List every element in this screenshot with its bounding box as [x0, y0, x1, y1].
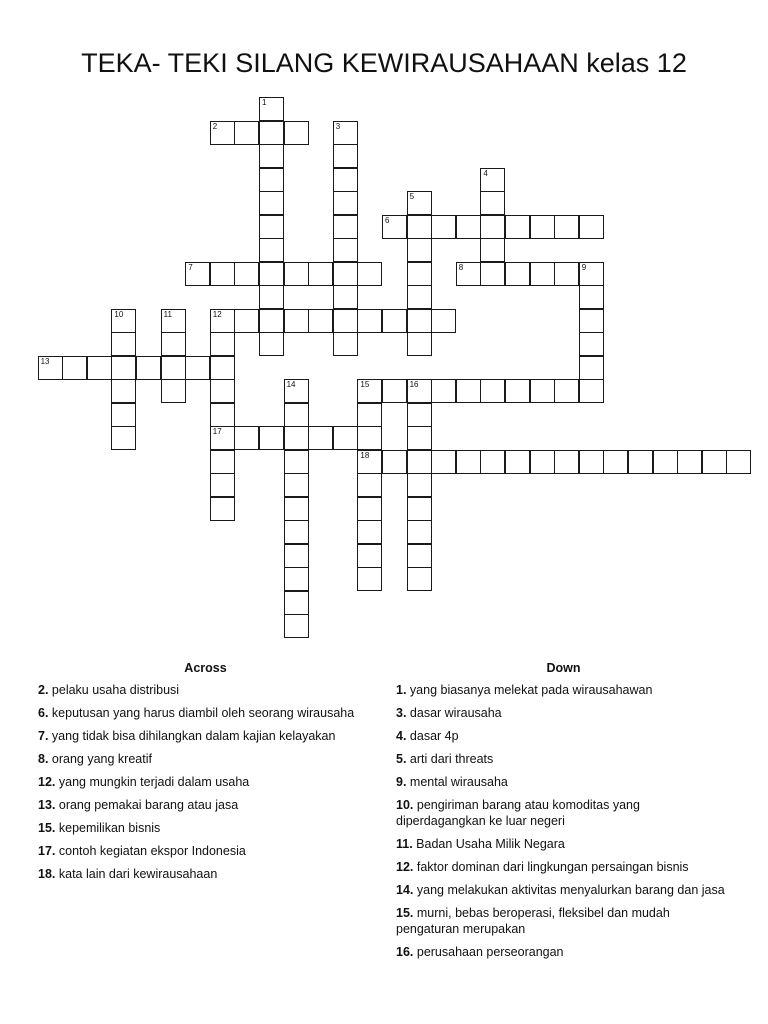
clue-item: [396, 905, 731, 937]
clue-item-number: 14.: [396, 883, 414, 897]
grid-cell[interactable]: [357, 473, 382, 497]
grid-cell[interactable]: [333, 168, 358, 192]
clue-item-text: Badan Usaha Milik Negara: [412, 837, 565, 851]
clue-item-number: 15.: [38, 821, 56, 835]
clue-item-text: yang melakukan aktivitas menyalurkan barang dan jasa: [413, 883, 725, 897]
grid-cell[interactable]: [161, 332, 186, 356]
clue-item: [396, 836, 731, 852]
clue-item: [38, 820, 373, 836]
grid-cell[interactable]: [259, 121, 284, 145]
grid-cell[interactable]: [431, 309, 456, 333]
grid-cell[interactable]: [210, 473, 235, 497]
grid-cell[interactable]: [579, 356, 604, 380]
across-heading: Across: [184, 661, 227, 675]
grid-cell[interactable]: [407, 497, 432, 521]
clue-item-number: 7.: [38, 729, 49, 743]
grid-cell[interactable]: [111, 379, 136, 403]
grid-cell[interactable]: [284, 403, 309, 427]
clue-item-text: dasar 4p: [406, 729, 459, 743]
grid-cell[interactable]: [579, 379, 604, 403]
grid-cell[interactable]: [579, 215, 604, 239]
grid-cell[interactable]: [456, 262, 481, 286]
clue-item-text: arti dari threats: [406, 752, 494, 766]
grid-cell[interactable]: [431, 450, 456, 474]
clue-item: [396, 728, 731, 744]
grid-cell[interactable]: [480, 191, 505, 215]
grid-cell[interactable]: [234, 262, 259, 286]
clue-item-number: 2.: [38, 683, 49, 697]
clue-item-text: murni, bebas beroperasi, fleksibel dan mudah pengaturan merupakan: [396, 906, 670, 936]
grid-cell[interactable]: [505, 379, 530, 403]
grid-cell[interactable]: [530, 379, 555, 403]
grid-cell[interactable]: [259, 168, 284, 192]
grid-cell[interactable]: [259, 144, 284, 168]
clue-item-number: 3.: [396, 706, 407, 720]
grid-cell[interactable]: [431, 215, 456, 239]
grid-cell[interactable]: [136, 356, 161, 380]
clue-item-number: 12.: [38, 775, 56, 789]
clue-item: [396, 705, 731, 721]
clue-number: 15: [360, 380, 370, 389]
grid-cell[interactable]: [259, 332, 284, 356]
clue-number: 2: [212, 121, 218, 131]
grid-cell[interactable]: [210, 332, 235, 356]
grid-cell[interactable]: [38, 356, 63, 380]
grid-cell[interactable]: [357, 426, 382, 450]
grid-cell[interactable]: [284, 614, 309, 638]
grid-cell[interactable]: [407, 520, 432, 544]
grid-cell[interactable]: [259, 285, 284, 309]
clue-item-text: orang yang kreatif: [48, 752, 152, 766]
grid-cell[interactable]: [357, 309, 382, 333]
grid-cell[interactable]: [480, 215, 505, 239]
grid-cell[interactable]: [407, 215, 432, 239]
grid-cell[interactable]: [259, 215, 284, 239]
grid-cell[interactable]: [333, 238, 358, 262]
clue-item: [396, 859, 731, 875]
grid-cell[interactable]: [333, 144, 358, 168]
clue-item: [396, 797, 731, 829]
clue-item-number: 17.: [38, 844, 56, 858]
grid-cell[interactable]: [185, 262, 210, 286]
grid-cell[interactable]: [554, 215, 579, 239]
grid-cell[interactable]: [579, 285, 604, 309]
grid-cell[interactable]: [333, 191, 358, 215]
grid-cell[interactable]: [259, 191, 284, 215]
clue-item-text: pelaku usaha distribusi: [48, 683, 180, 697]
clue-item: [38, 797, 373, 813]
grid-cell[interactable]: [726, 450, 751, 474]
grid-cell[interactable]: [111, 356, 136, 380]
grid-cell[interactable]: [161, 309, 186, 333]
clue-item-number: 1.: [396, 683, 407, 697]
grid-cell[interactable]: [357, 497, 382, 521]
grid-cell[interactable]: [480, 262, 505, 286]
grid-cell[interactable]: [407, 450, 432, 474]
clue-item-number: 4.: [396, 729, 407, 743]
grid-cell[interactable]: [407, 473, 432, 497]
clue-number: 12: [212, 309, 222, 319]
grid-cell[interactable]: [480, 238, 505, 262]
clue-item-number: 9.: [396, 775, 407, 789]
grid-cell[interactable]: [579, 450, 604, 474]
grid-cell[interactable]: [480, 450, 505, 474]
clue-number: 1: [262, 98, 267, 107]
page-title: TEKA- TEKI SILANG KEWIRAUSAHAAN kelas 12: [81, 48, 687, 79]
clue-item-number: 5.: [396, 752, 407, 766]
clue-number: 7: [188, 262, 193, 272]
clue-number: 4: [483, 168, 488, 178]
grid-cell[interactable]: [284, 450, 309, 474]
clue-item-number: 15.: [396, 906, 414, 920]
clue-item: [38, 705, 373, 721]
grid-cell[interactable]: [284, 262, 309, 286]
grid-cell[interactable]: [333, 285, 358, 309]
grid-cell[interactable]: [284, 379, 309, 403]
grid-cell[interactable]: [333, 309, 358, 333]
grid-cell[interactable]: [480, 168, 505, 192]
across-clues: [38, 660, 373, 889]
grid-cell[interactable]: [308, 426, 333, 450]
clue-item: [38, 774, 373, 790]
grid-cell[interactable]: [677, 450, 702, 474]
grid-cell[interactable]: [431, 379, 456, 403]
clue-item-number: 11.: [396, 837, 413, 851]
clue-item-text: yang biasanya melekat pada wirausahawan: [406, 683, 653, 697]
grid-cell[interactable]: [407, 544, 432, 568]
grid-cell[interactable]: [456, 450, 481, 474]
grid-cell[interactable]: [382, 379, 407, 403]
grid-cell[interactable]: [554, 379, 579, 403]
grid-cell[interactable]: [62, 356, 87, 380]
clue-number: 8: [458, 262, 464, 272]
grid-cell[interactable]: [505, 262, 530, 286]
grid-cell[interactable]: [407, 332, 432, 356]
grid-cell[interactable]: [357, 403, 382, 427]
grid-cell[interactable]: [111, 426, 136, 450]
clue-number: 9: [581, 262, 587, 272]
grid-cell[interactable]: [653, 450, 678, 474]
grid-cell[interactable]: [530, 215, 555, 239]
grid-cell[interactable]: [284, 426, 309, 450]
grid-cell[interactable]: [333, 215, 358, 239]
grid-cell[interactable]: [284, 520, 309, 544]
clue-number: 6: [385, 215, 390, 225]
clue-item-number: 6.: [38, 706, 49, 720]
clue-number: 17: [212, 427, 222, 436]
clue-item: [38, 866, 373, 882]
grid-cell[interactable]: [603, 450, 628, 474]
clue-item-number: 12.: [396, 860, 414, 874]
grid-cell[interactable]: [259, 97, 284, 121]
grid-cell[interactable]: [554, 450, 579, 474]
grid-cell[interactable]: [210, 497, 235, 521]
clue-item-number: 8.: [38, 752, 49, 766]
grid-cell[interactable]: [87, 356, 112, 380]
grid-cell[interactable]: [382, 215, 407, 239]
clue-item: [396, 751, 731, 767]
grid-cell[interactable]: [111, 309, 136, 333]
grid-cell[interactable]: [333, 121, 358, 145]
grid-cell[interactable]: [259, 262, 284, 286]
clue-item-number: 16.: [396, 945, 414, 959]
grid-cell[interactable]: [407, 285, 432, 309]
clue-item: [38, 843, 373, 859]
clue-number: 5: [409, 192, 415, 201]
grid-cell[interactable]: [554, 262, 579, 286]
clue-item: [396, 944, 731, 960]
grid-cell[interactable]: [357, 262, 382, 286]
clue-number: 18: [360, 450, 370, 460]
clue-item: [396, 882, 731, 898]
clue-number: 10: [114, 309, 124, 319]
clue-item-text: contoh kegiatan ekspor Indonesia: [55, 844, 246, 858]
clue-item-text: faktor dominan dari lingkungan persaingan bisnis: [413, 860, 689, 874]
grid-cell[interactable]: [333, 426, 358, 450]
grid-cell[interactable]: [530, 262, 555, 286]
clue-item: [38, 682, 373, 698]
grid-cell[interactable]: [480, 379, 505, 403]
grid-cell[interactable]: [530, 450, 555, 474]
grid-cell[interactable]: [210, 379, 235, 403]
down-heading: Down: [546, 661, 581, 675]
clue-item: [396, 774, 731, 790]
grid-cell[interactable]: [579, 309, 604, 333]
grid-cell[interactable]: [210, 403, 235, 427]
clue-item-text: dasar wirausaha: [406, 706, 502, 720]
down-clues: [396, 660, 731, 967]
grid-cell[interactable]: [407, 379, 432, 403]
grid-cell[interactable]: [382, 450, 407, 474]
grid-cell[interactable]: [407, 191, 432, 215]
grid-cell[interactable]: [333, 262, 358, 286]
grid-cell[interactable]: [234, 426, 259, 450]
grid-cell[interactable]: [456, 215, 481, 239]
grid-cell[interactable]: [284, 121, 309, 145]
grid-cell[interactable]: [210, 309, 235, 333]
grid-cell[interactable]: [407, 426, 432, 450]
grid-cell[interactable]: [505, 450, 530, 474]
grid-cell[interactable]: [284, 544, 309, 568]
clue-item-text: perusahaan perseorangan: [413, 945, 564, 959]
grid-cell[interactable]: [579, 332, 604, 356]
grid-cell[interactable]: [161, 356, 186, 380]
grid-cell[interactable]: [357, 567, 382, 591]
grid-cell[interactable]: [284, 591, 309, 615]
grid-cell[interactable]: [357, 450, 382, 474]
grid-cell[interactable]: [161, 379, 186, 403]
grid-cell[interactable]: [210, 426, 235, 450]
grid-cell[interactable]: [259, 309, 284, 333]
grid-cell[interactable]: [505, 215, 530, 239]
grid-cell[interactable]: [308, 309, 333, 333]
clue-item-text: pengiriman barang atau komoditas yang diperdagangkan ke luar negeri: [396, 798, 640, 828]
clue-item-text: keputusan yang harus diambil oleh seorang wirausaha: [48, 706, 355, 720]
grid-cell[interactable]: [111, 332, 136, 356]
grid-cell[interactable]: [234, 121, 259, 145]
clue-item-text: yang mungkin terjadi dalam usaha: [55, 775, 250, 789]
grid-cell[interactable]: [382, 309, 407, 333]
clue-number: 11: [163, 309, 172, 319]
grid-cell[interactable]: [628, 450, 653, 474]
grid-cell[interactable]: [357, 379, 382, 403]
grid-cell[interactable]: [284, 473, 309, 497]
grid-cell[interactable]: [407, 567, 432, 591]
grid-cell[interactable]: [579, 262, 604, 286]
grid-cell[interactable]: [407, 262, 432, 286]
grid-cell[interactable]: [284, 567, 309, 591]
clue-item-number: 13.: [38, 798, 56, 812]
grid-cell[interactable]: [284, 309, 309, 333]
grid-cell[interactable]: [357, 520, 382, 544]
grid-cell[interactable]: [357, 544, 382, 568]
clue-item-text: yang tidak bisa dihilangkan dalam kajian kelayakan: [48, 729, 336, 743]
grid-cell[interactable]: [456, 379, 481, 403]
grid-cell[interactable]: [333, 332, 358, 356]
grid-cell[interactable]: [210, 121, 235, 145]
grid-cell[interactable]: [284, 497, 309, 521]
clue-item-number: 10.: [396, 798, 414, 812]
clue-number: 16: [409, 380, 419, 389]
grid-cell[interactable]: [234, 309, 259, 333]
grid-cell[interactable]: [111, 403, 136, 427]
grid-cell[interactable]: [259, 426, 284, 450]
clue-item-text: kata lain dari kewirausahaan: [55, 867, 218, 881]
clue-item-text: orang pemakai barang atau jasa: [55, 798, 239, 812]
clue-item-text: mental wirausaha: [406, 775, 508, 789]
clue-item-text: kepemilikan bisnis: [55, 821, 161, 835]
grid-cell[interactable]: [259, 238, 284, 262]
grid-cell[interactable]: [210, 356, 235, 380]
clue-number: 13: [40, 356, 50, 366]
grid-cell[interactable]: [407, 309, 432, 333]
grid-cell[interactable]: [702, 450, 727, 474]
grid-cell[interactable]: [210, 450, 235, 474]
grid-cell[interactable]: [185, 356, 210, 380]
clue-number: 14: [286, 380, 296, 389]
clue-item: [38, 751, 373, 767]
clue-item-number: 18.: [38, 867, 56, 881]
clue-item: [38, 728, 373, 744]
clue-number: 3: [335, 121, 341, 131]
grid-cell[interactable]: [308, 262, 333, 286]
down-clue-list: [396, 682, 731, 960]
grid-cell[interactable]: [210, 262, 235, 286]
grid-cell[interactable]: [407, 403, 432, 427]
clue-item: [396, 682, 731, 698]
across-clue-list: [38, 682, 373, 882]
grid-cell[interactable]: [407, 238, 432, 262]
